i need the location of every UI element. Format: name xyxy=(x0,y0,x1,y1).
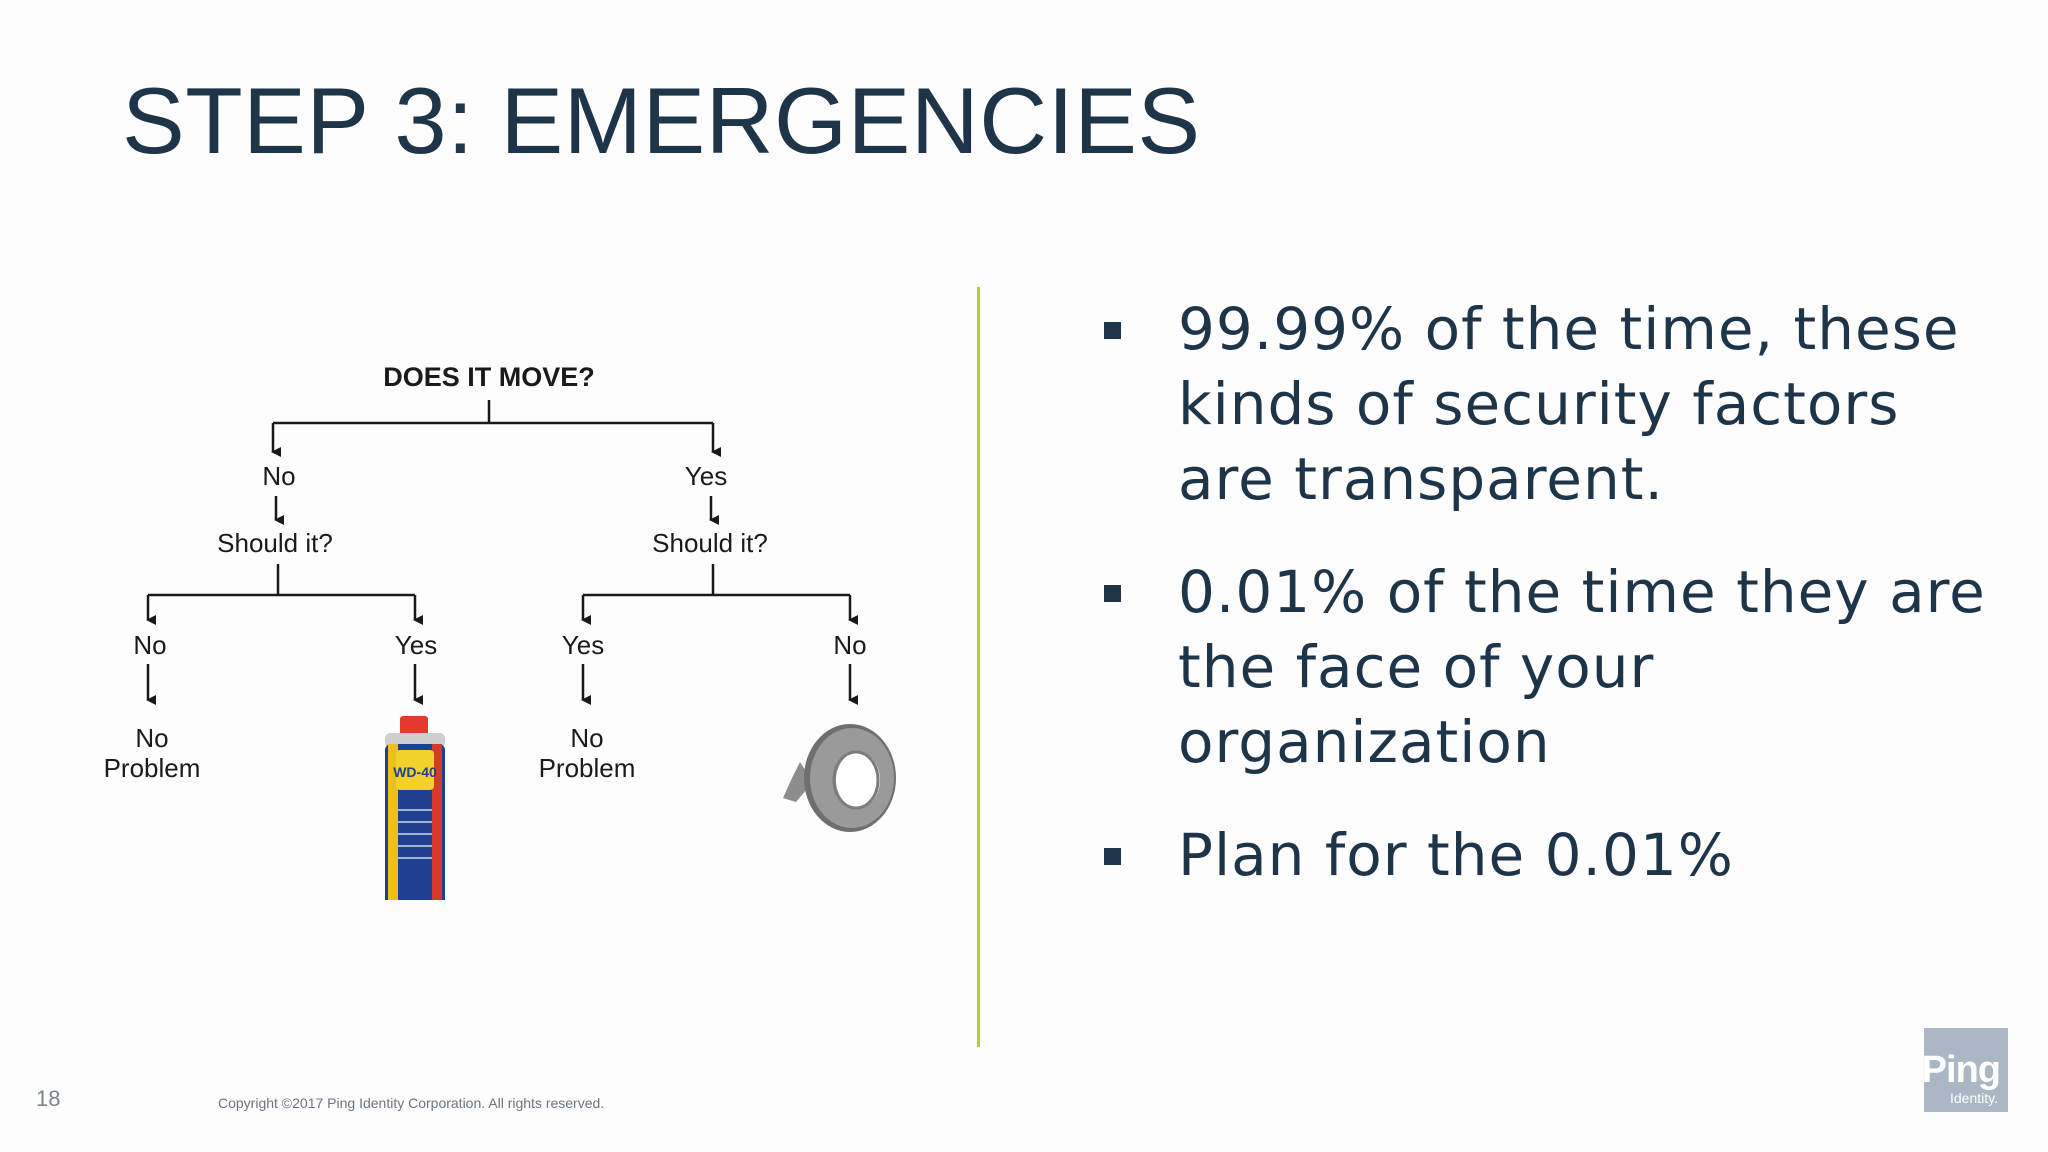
flow-answer-yes: Yes xyxy=(684,461,728,491)
flow-result-line: Problem xyxy=(103,753,201,783)
flow-right-no: No xyxy=(833,630,867,660)
bullet-text: Plan for the 0.01% xyxy=(1178,821,1734,889)
square-bullet-icon xyxy=(1104,848,1121,865)
flowchart xyxy=(80,340,940,900)
flow-question-left: Should it? xyxy=(217,528,333,558)
flow-left-yes: Yes xyxy=(394,630,438,660)
svg-text:WD-40: WD-40 xyxy=(393,764,437,780)
flow-result-line: No xyxy=(135,723,169,753)
flow-right-yes: Yes xyxy=(561,630,605,660)
copyright-notice: Copyright ©2017 Ping Identity Corporation. All rights reserved. xyxy=(218,1095,605,1111)
slide-number: 18 xyxy=(36,1086,61,1111)
wd40-can-icon xyxy=(385,716,445,900)
flow-result-line: Problem xyxy=(538,753,636,783)
bullet-text: 99.99% of the time, these kinds of security factors are transparent. xyxy=(1178,295,1960,513)
flow-result-no-problem-left xyxy=(104,723,201,783)
flow-answer-no: No xyxy=(262,461,296,491)
logo-subtitle: Identity. xyxy=(1950,1090,1998,1106)
ping-identity-logo xyxy=(1921,1028,2008,1112)
flowchart-connectors xyxy=(80,340,940,900)
vertical-divider xyxy=(977,287,980,1047)
flow-root-question: DOES IT MOVE? xyxy=(383,362,595,392)
bullet-item xyxy=(1098,555,1998,780)
square-bullet-icon xyxy=(1104,322,1121,339)
square-bullet-icon xyxy=(1104,585,1121,602)
flow-left-no: No xyxy=(133,630,167,660)
bullet-item xyxy=(1098,818,1998,893)
duct-tape-icon xyxy=(783,724,896,832)
slide-title: STEP 3: EMERGENCIES xyxy=(122,68,1201,173)
bullet-item xyxy=(1098,292,1998,517)
bullet-list xyxy=(1098,292,1998,931)
flow-result-no-problem-right xyxy=(539,723,636,783)
logo-word: Ping xyxy=(1921,1049,2000,1091)
flow-question-right: Should it? xyxy=(652,528,768,558)
bullet-text: 0.01% of the time they are the face of your organization xyxy=(1178,558,1986,776)
flow-result-line: No xyxy=(570,723,604,753)
